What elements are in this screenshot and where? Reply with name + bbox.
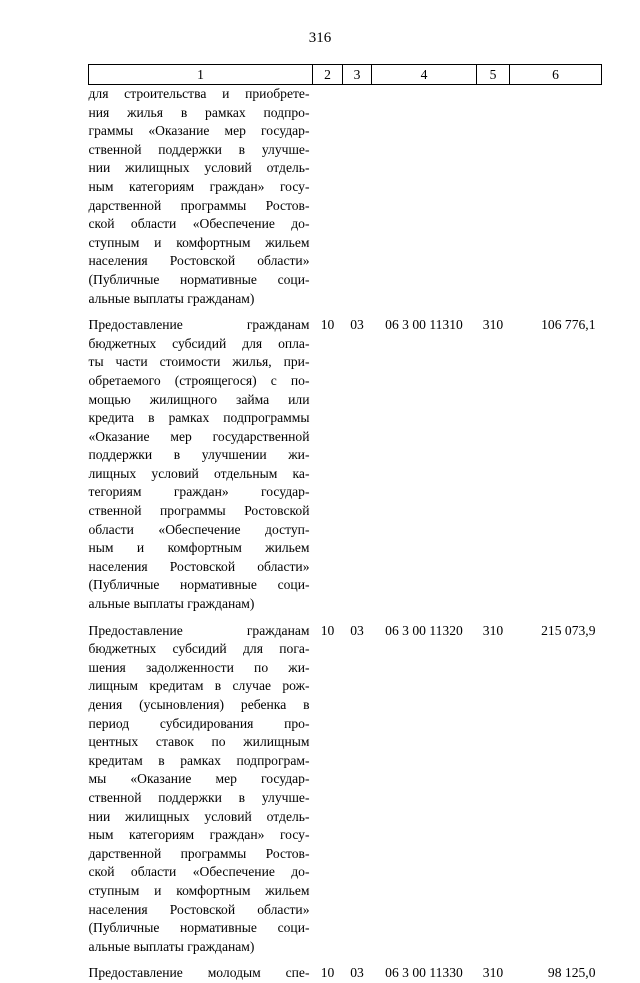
column-header-4: 4 [372,65,477,85]
description-line: Предоставление гражданам [88,622,310,638]
subsection-code: 03 [350,317,364,333]
description-line: «Оказание мер государственной [88,428,310,444]
description-line: ской области «Обеспечение до- [88,864,310,880]
description-line: населения Ростовской области» [88,558,310,574]
row-description [89,85,313,309]
description-line: альные выплаты гражданам) [88,596,255,612]
description-line: поддержки в улучшении жи- [88,447,310,463]
target-article-code: 06 3 00 11310 [385,317,463,333]
subsection-code: 03 [350,965,364,981]
description-line: ным категориям граждан» госу- [88,178,310,194]
description-line: Предоставление гражданам [88,317,310,333]
description-line: Предоставление молодым спе- [88,965,310,981]
expense-type-code: 310 [482,622,504,638]
section-code: 10 [320,317,335,333]
subsection-code: 03 [350,622,364,638]
row-description [89,956,313,983]
description-line: обретаемого (строящегося) с по- [88,372,310,388]
description-line: (Публичные нормативные соци- [88,920,310,936]
amount: 106 776,1 [541,317,596,333]
header-row [89,65,602,85]
column-header-5: 5 [477,65,510,85]
column-header-2: 2 [313,65,343,85]
description-line: ской области «Обеспечение до- [88,216,310,232]
description-line: для строительства и приобрете- [88,86,310,101]
description-line: граммы «Оказание мер государ- [88,123,310,139]
description-line: ступным и комфортным жильем [88,234,310,250]
description-line: мощью жилищного займа или [88,391,310,407]
amount: 215 073,9 [541,622,596,638]
table-row [89,308,602,614]
expense-type-code: 310 [482,317,504,333]
description-line: ственной поддержки в улучше- [88,789,310,805]
description-line: бюджетных субсидий для пога- [88,641,310,657]
description-line: населения Ростовской области» [88,253,310,269]
description-line: лищных условий отдельным ка- [88,465,310,481]
budget-table [88,64,602,983]
description-line: ты части стоимости жилья, при- [88,354,310,370]
expense-type-code: 310 [482,965,504,981]
description-line: дарственной программы Ростов- [88,845,310,861]
target-article-code [372,85,477,309]
description-line: ственной поддержки в улучше- [88,141,310,157]
description-line: центных ставок по жилищным [88,734,310,750]
column-header-1: 1 [89,65,313,85]
description-line: дарственной программы Ростов- [88,197,310,213]
description-line: кредитам в рамках подпрограм- [88,752,310,768]
expense-type-code [477,85,510,309]
page-number: 316 [308,30,332,46]
section-code: 10 [320,622,335,638]
description-line: населения Ростовской области» [88,901,310,917]
amount [510,85,602,309]
subsection-code [343,85,372,309]
description-line: дения (усыновления) ребенка в [88,697,310,712]
section-code: 10 [320,965,335,981]
description-line: мы «Оказание мер государ- [88,771,310,787]
description-line: нии жилищных условий отдель- [88,160,310,176]
description-line: шения задолженности по жи- [88,659,310,675]
description-line: ственной программы Ростовской [88,503,310,519]
description-line: (Публичные нормативные соци- [88,577,310,593]
column-header-6: 6 [510,65,602,85]
description-line: альные выплаты гражданам) [88,290,255,306]
target-article-code: 06 3 00 11330 [385,965,463,981]
section-code [313,85,343,309]
description-line: кредита в рамках подпрограммы [88,410,310,426]
description-line: ным категориям граждан» госу- [88,827,310,843]
target-article-code: 06 3 00 11320 [385,622,463,638]
description-line: области «Обеспечение доступ- [88,521,310,537]
description-line: нии жилищных условий отдель- [88,808,310,824]
column-header-3: 3 [343,65,372,85]
amount: 98 125,0 [547,965,596,981]
description-line: ным и комфортным жильем [88,540,310,556]
description-line: тегориям граждан» государ- [88,484,310,500]
description-line: альные выплаты гражданам) [88,938,255,954]
table-row [89,85,602,309]
description-line: лищным кредитам в случае рож- [88,678,310,694]
description-line: бюджетных субсидий для опла- [88,335,310,351]
description-line: (Публичные нормативные соци- [88,271,310,287]
row-description [89,308,313,614]
table-row [89,956,602,983]
description-line: ступным и комфортным жильем [88,882,310,898]
description-line: период субсидирования про- [88,715,310,731]
description-line: ния жилья в рамках подпро- [88,104,310,120]
